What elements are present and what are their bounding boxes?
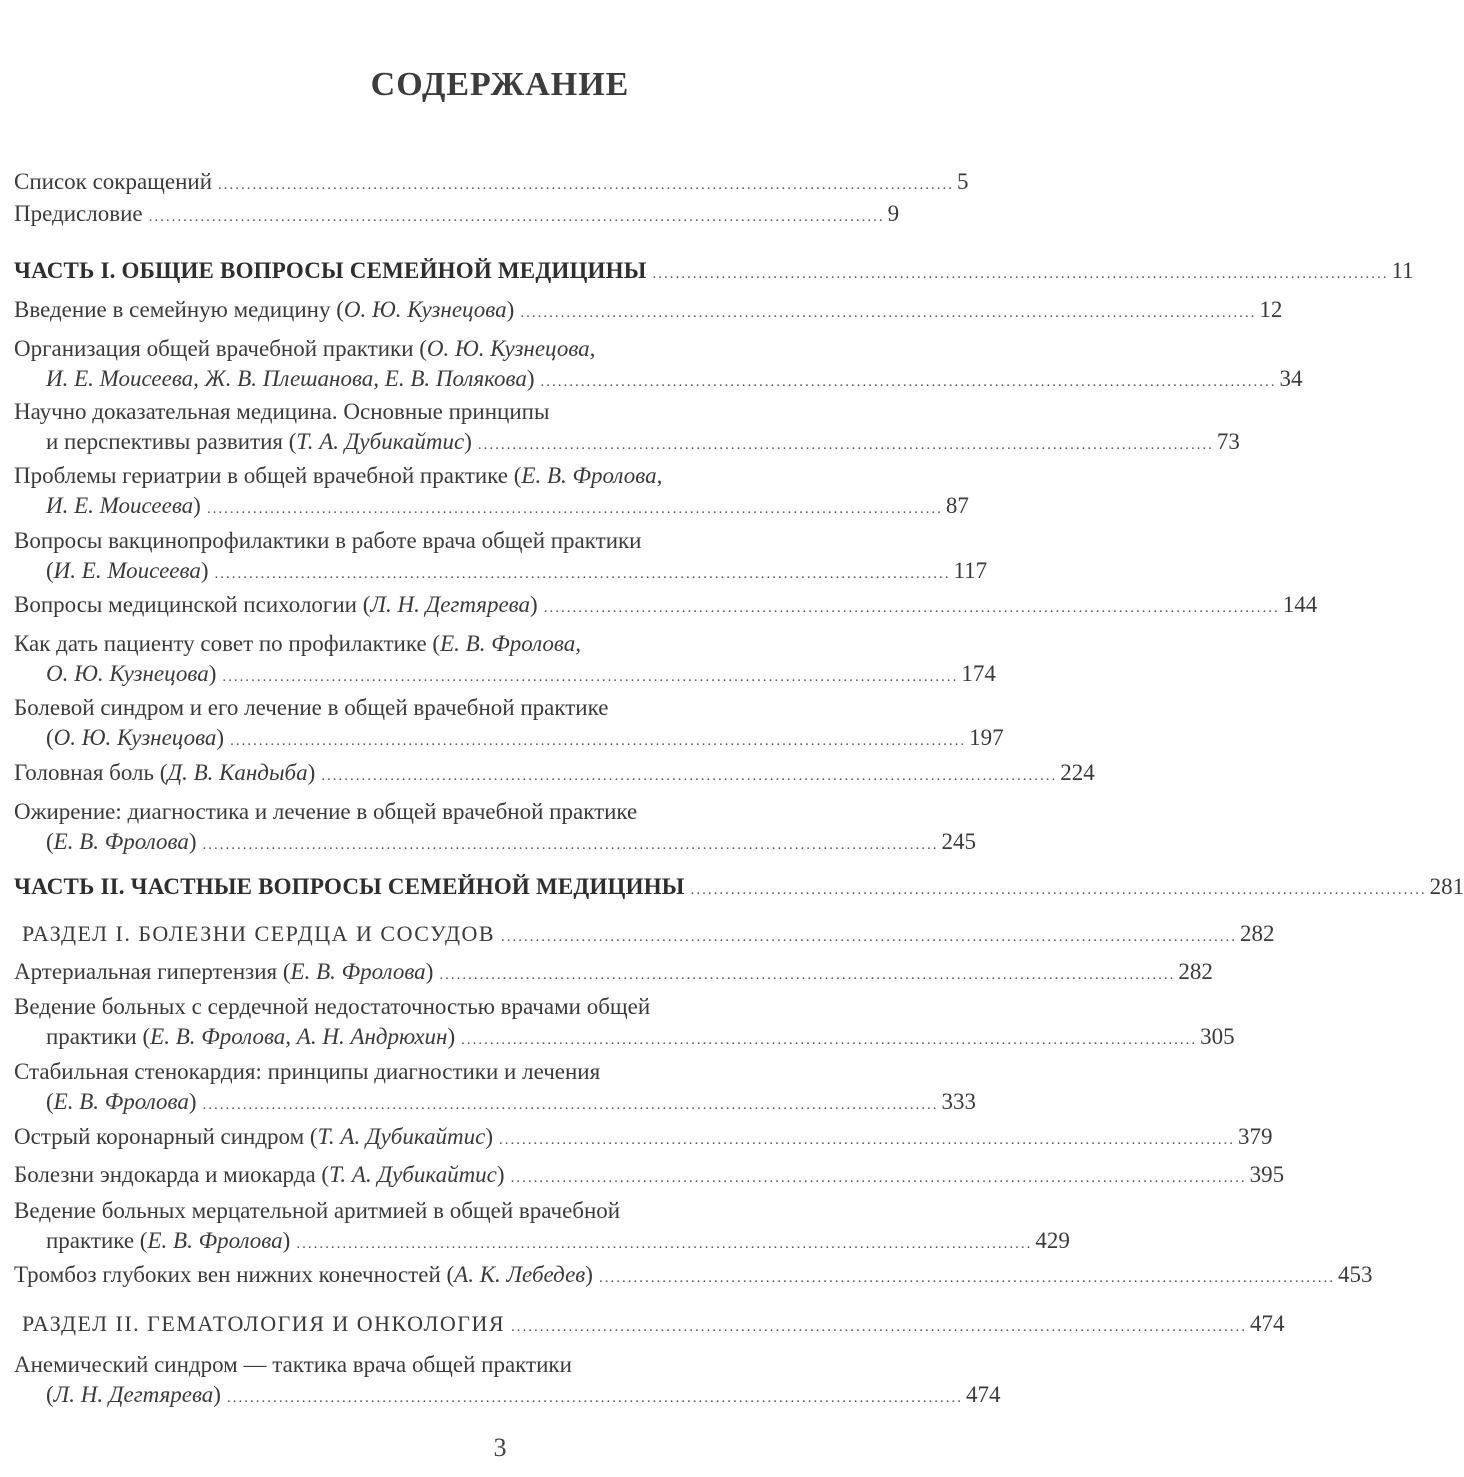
page-number: 34 (1279, 366, 1303, 391)
entry-author: О. Ю. Кузнецова (46, 661, 209, 686)
entry-title: практики ( (46, 1024, 151, 1049)
entry-title: ( (46, 1089, 54, 1114)
entry-close: ) (526, 366, 535, 391)
toc-entry (14, 461, 969, 524)
dot-leader: ................................................................................................................................ (690, 882, 1427, 898)
page-number: 87 (945, 493, 969, 518)
page-number: 9 (887, 201, 900, 226)
entry-author: Е. В. Фролова (290, 959, 426, 984)
entry-author: Л. Н. Дегтярева (370, 592, 531, 617)
toc-entry (14, 629, 996, 692)
entry-title: ( (46, 829, 54, 854)
toc-entry (14, 693, 1004, 756)
entry-author: Е. В. Фролова (53, 1089, 189, 1114)
page-number: 379 (1238, 1124, 1273, 1149)
entry-title: Болевой синдром и его лечение в общей врачебной практике (14, 695, 609, 720)
page-number: 395 (1249, 1162, 1285, 1187)
entry-title: Как дать пациенту совет по профилактике ( (14, 631, 441, 656)
dot-leader: ................................................................................................................................ (202, 837, 939, 853)
entry-author: И. Е. Моисеева (46, 493, 194, 518)
dot-leader: ................................................................................................................................ (321, 768, 1058, 784)
entry-author: О. Ю. Кузнецова, (426, 336, 596, 361)
entry-author: И. Е. Моисеева, Ж. В. Плешанова, Е. В. Полякова (46, 366, 527, 391)
dot-leader: ................................................................................................................................ (218, 177, 955, 193)
dot-leader: ................................................................................................................................ (148, 209, 885, 225)
toc-part-heading (14, 872, 1464, 905)
dot-leader: ................................................................................................................................ (206, 501, 943, 517)
entry-author: Т. А. Дубикайтис (317, 1124, 486, 1149)
dot-leader: ................................................................................................................................ (520, 305, 1257, 321)
part-title: ЧАСТЬ II. ЧАСТНЫЕ ВОПРОСЫ СЕМЕЙНОЙ МЕДИЦИНЫ (14, 874, 685, 899)
page-number: 474 (965, 1382, 1001, 1407)
entry-title: Ведение больных мерцательной аритмией в общей врачебной (14, 1198, 621, 1223)
toc-entry (14, 1260, 1373, 1293)
entry-title: Ведение больных с сердечной недостаточностью врачами общей (14, 994, 651, 1019)
part-title: ЧАСТЬ I. ОБЩИЕ ВОПРОСЫ СЕМЕЙНОЙ МЕДИЦИНЫ (14, 258, 647, 283)
entry-close: ) (188, 1089, 197, 1114)
entry-title: Предисловие (14, 201, 143, 226)
page-number: 11 (1391, 258, 1414, 283)
entry-close: ) (307, 760, 316, 785)
toc-entry (14, 1057, 977, 1120)
dot-leader: ................................................................................................................................ (652, 266, 1389, 282)
entry-close: ) (216, 725, 225, 750)
page-number: 12 (1259, 297, 1283, 322)
dot-leader: ................................................................................................................................ (598, 1270, 1335, 1286)
entry-close: ) (188, 829, 197, 854)
entry-title: Артериальная гипертензия ( (14, 959, 291, 984)
entry-title: ( (46, 1382, 54, 1407)
entry-title: Проблемы гериатрии в общей врачебной практике ( (14, 463, 522, 488)
page-number: 197 (969, 725, 1004, 750)
page-number: 144 (1282, 592, 1318, 617)
entry-author: О. Ю. Кузнецова (343, 297, 507, 322)
section-title: РАЗДЕЛ I. БОЛЕЗНИ СЕРДЦА И СОСУДОВ (22, 921, 496, 946)
entry-author: А. К. Лебедев (454, 1262, 586, 1287)
entry-close: ) (425, 959, 434, 984)
entry-author: Е. В. Фролова, А. Н. Андрюхин (150, 1024, 448, 1049)
section-title: РАЗДЕЛ II. ГЕМАТОЛОГИЯ И ОНКОЛОГИЯ (22, 1311, 506, 1336)
entry-title: Тромбоз глубоких вен нижних конечностей ( (14, 1262, 455, 1287)
page-number: 429 (1035, 1228, 1070, 1253)
entry-title: ( (46, 725, 54, 750)
entry-close: ) (506, 297, 515, 322)
toc-entry (14, 526, 988, 589)
page-number: 5 (957, 169, 969, 194)
dot-leader: ................................................................................................................................ (296, 1236, 1033, 1252)
entry-title: Организация общей врачебной практики ( (14, 336, 427, 361)
entry-author: Е. В. Фролова, (521, 463, 663, 488)
entry-title: ( (46, 558, 54, 583)
toc-entry (14, 199, 900, 232)
toc-entry (14, 1196, 1070, 1259)
page-folio: 3 (493, 1433, 507, 1462)
page-number: 245 (941, 829, 977, 854)
entry-close: ) (585, 1262, 593, 1287)
entry-close: ) (464, 429, 472, 454)
toc-entry (14, 992, 1235, 1055)
dot-leader: ................................................................................................................................ (501, 929, 1238, 945)
page-number: 281 (1429, 874, 1464, 899)
entry-title: Научно доказательная медицина. Основные принципы (14, 399, 550, 424)
entry-title: Вопросы медицинской психологии ( (14, 592, 371, 617)
page-number: 224 (1060, 760, 1095, 785)
toc-entry (14, 957, 1213, 990)
dot-leader: ................................................................................................................................ (499, 1132, 1236, 1148)
dot-leader: ................................................................................................................................ (543, 600, 1280, 616)
entry-title: Болезни эндокарда и миокарда ( (14, 1162, 330, 1187)
dot-leader: ................................................................................................................................ (202, 1097, 939, 1113)
page-number: 282 (1178, 959, 1213, 984)
entry-close: ) (530, 592, 538, 617)
page-number: 305 (1200, 1024, 1235, 1049)
entry-close: ) (485, 1124, 494, 1149)
toc-entry (14, 758, 1095, 791)
page-number: 174 (961, 661, 996, 686)
entry-close: ) (282, 1228, 291, 1253)
toc-entry (14, 397, 1240, 460)
page-number: 453 (1337, 1262, 1373, 1287)
entry-title: Ожирение: диагностика и лечение в общей врачебной практике (14, 799, 638, 824)
entry-author: Т. А. Дубикайтис (296, 429, 465, 454)
entry-author: Е. В. Фролова, (440, 631, 582, 656)
entry-author: О. Ю. Кузнецова (53, 725, 217, 750)
dot-leader: ................................................................................................................................ (226, 1390, 963, 1406)
entry-close: ) (447, 1024, 456, 1049)
page-title: СОДЕРЖАНИЕ (370, 66, 630, 103)
entry-title: и перспективы развития ( (46, 429, 297, 454)
dot-leader: ................................................................................................................................ (214, 566, 951, 582)
entry-author: Д. В. Кандыба (167, 760, 308, 785)
page-number: 474 (1250, 1311, 1285, 1336)
dot-leader: ................................................................................................................................ (230, 733, 967, 749)
dot-leader: ................................................................................................................................ (477, 437, 1214, 453)
entry-author: Т. А. Дубикайтис (329, 1162, 497, 1187)
page-number: 117 (953, 558, 988, 583)
entry-close: ) (213, 1382, 221, 1407)
entry-title: Головная боль ( (14, 760, 168, 785)
entry-author: Е. В. Фролова (53, 829, 189, 854)
entry-title: Острый коронарный синдром ( (14, 1124, 318, 1149)
dot-leader: ................................................................................................................................ (461, 1032, 1198, 1048)
entry-close: ) (208, 661, 217, 686)
toc-section-heading (22, 1309, 1285, 1342)
dot-leader: ................................................................................................................................ (222, 669, 959, 685)
entry-author: И. Е. Моисеева (53, 558, 201, 583)
toc-entry (14, 1160, 1285, 1193)
entry-title: Список сокращений (14, 169, 213, 194)
page-number: 282 (1240, 921, 1275, 946)
toc-entry (14, 295, 1283, 328)
entry-title: Стабильная стенокардия: принципы диагностики и лечения (14, 1059, 601, 1084)
entry-title: Введение в семейную медицину ( (14, 297, 344, 322)
toc-section-heading (22, 919, 1275, 952)
page-number: 333 (941, 1089, 977, 1114)
toc-part-heading (14, 256, 1414, 289)
entry-title: практике ( (46, 1228, 148, 1253)
entry-author: Л. Н. Дегтярева (53, 1382, 214, 1407)
toc-entry (14, 334, 1303, 397)
dot-leader: ................................................................................................................................ (510, 1170, 1247, 1186)
entry-title: Вопросы вакцинопрофилактики в работе врача общей практики (14, 528, 642, 553)
entry-title: Анемический синдром — тактика врача общей практики (14, 1352, 572, 1377)
page-number: 73 (1216, 429, 1240, 454)
dot-leader: ................................................................................................................................ (540, 374, 1277, 390)
entry-author: Е. В. Фролова (147, 1228, 283, 1253)
entry-close: ) (200, 558, 209, 583)
toc-entry (14, 797, 977, 860)
entry-close: ) (496, 1162, 505, 1187)
toc-entry (14, 590, 1318, 623)
entry-close: ) (193, 493, 201, 518)
toc-entry (14, 167, 969, 200)
toc-entry (14, 1122, 1273, 1155)
dot-leader: ................................................................................................................................ (439, 967, 1176, 983)
toc-entry (14, 1350, 1001, 1413)
dot-leader: ................................................................................................................................ (511, 1319, 1248, 1335)
